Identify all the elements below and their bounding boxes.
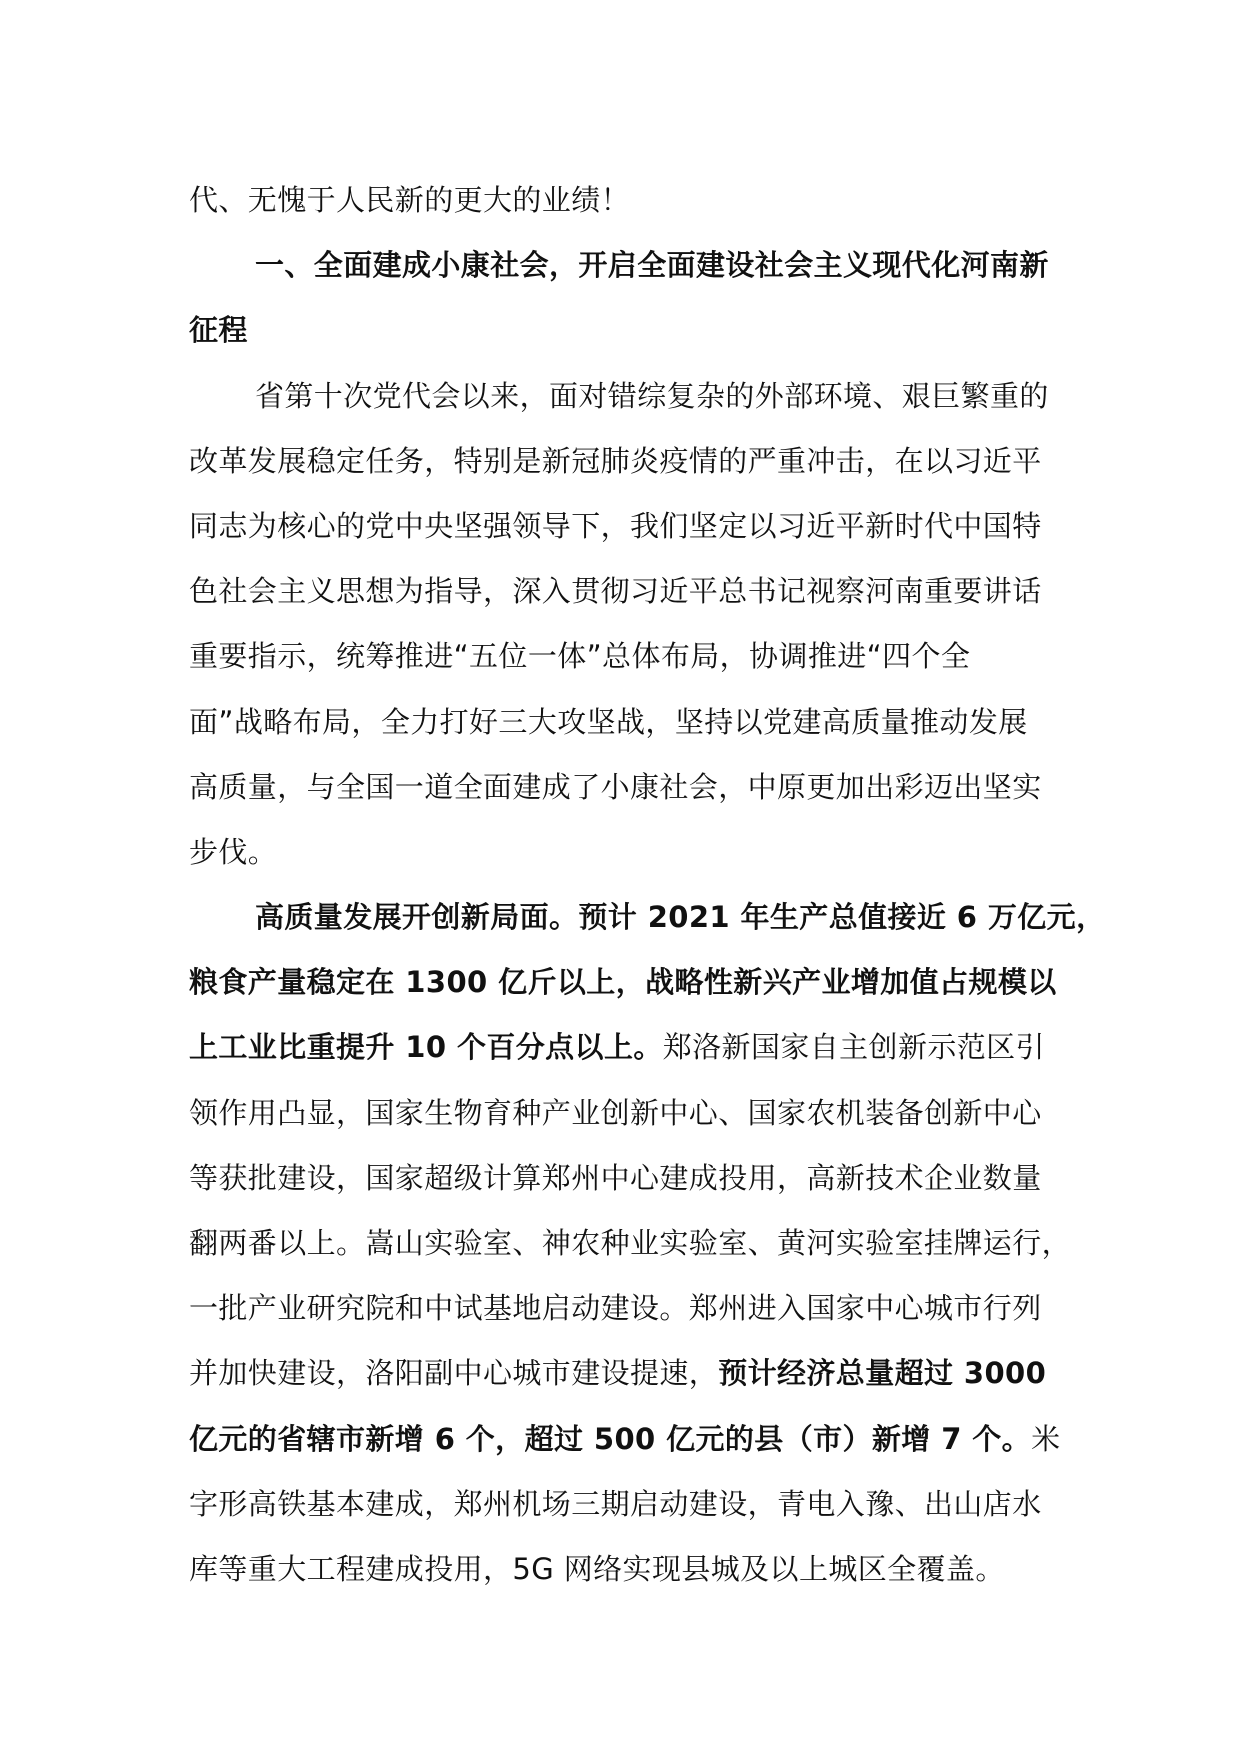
bold-text-segment: 粮食产量稳定在 1300 亿斤以上，战略性新兴产业增加值占规模以 [189,965,1057,1000]
text-line [189,624,1059,689]
text-segment: 米 [1031,1421,1061,1456]
text-line [189,885,1106,950]
text-segment: 代、无愧于人民新的更大的业绩！ [189,183,631,217]
bold-text-segment: 一、全面建成小康社会，开启全面建设社会主义现代化河南新 [255,248,1049,283]
text-line [189,429,1059,494]
text-line [189,1015,1059,1080]
text-line [189,1211,1072,1276]
text-line [189,820,1059,885]
text-line [189,233,1059,298]
text-segment: 领作用凸显，国家生物育种产业创新中心、国家农机装备创新中心 [189,1095,1042,1130]
text-segment: 翻两番以上。嵩山实验室、神农种业实验室、黄河实验室挂牌运行， [189,1226,1072,1260]
bold-text-segment: 高质量发展开创新局面。预计 2021 年生产总值接近 6 万亿元， [255,900,1106,935]
text-line [189,755,1059,820]
text-segment: 库等重大工程建成投用，5G 网络实现县城及以上城区全覆盖。 [189,1551,1005,1586]
document-body [189,168,1106,1602]
text-line [189,1407,1059,1472]
text-segment: 面”战略布局，全力打好三大攻坚战，坚持以党建高质量推动发展 [189,704,1028,739]
text-line [189,1276,1059,1341]
text-line [189,1472,1059,1537]
text-line [189,494,1059,559]
text-segment: 高质量，与全国一道全面建成了小康社会，中原更加出彩迈出坚实 [189,769,1042,804]
text-segment: 重要指示，统筹推进“五位一体”总体布局，协调推进“四个全 [189,639,971,674]
text-line [189,1146,1059,1211]
text-line [189,1341,1059,1406]
text-line [189,168,1059,233]
text-segment: 步伐。 [189,834,278,869]
text-line [189,1537,1059,1602]
bold-text-segment: 征程 [189,313,248,348]
text-segment: 并加快建设，洛阳副中心城市建设提速， [189,1356,719,1391]
text-line [189,298,1059,363]
text-line [189,559,1059,624]
text-segment: 改革发展稳定任务，特别是新冠肺炎疫情的严重冲击，在以习近平 [189,443,1042,478]
text-line [189,364,1059,429]
text-segment: 等获批建设，国家超级计算郑州中心建成投用，高新技术企业数量 [189,1160,1042,1195]
text-line [189,950,1059,1015]
text-line [189,690,1059,755]
text-segment: 省第十次党代会以来，面对错综复杂的外部环境、艰巨繁重的 [255,378,1049,413]
text-segment: 同志为核心的党中央坚强领导下，我们坚定以习近平新时代中国特 [189,508,1042,543]
bold-text-segment: 上工业比重提升 10 个百分点以上。 [189,1030,663,1065]
text-segment: 郑洛新国家自主创新示范区引 [662,1030,1045,1065]
text-segment: 一批产业研究院和中试基地启动建设。郑州进入国家中心城市行列 [189,1291,1042,1326]
text-line [189,1081,1059,1146]
text-segment: 字形高铁基本建成，郑州机场三期启动建设，青电入豫、出山店水 [189,1486,1042,1521]
bold-text-segment: 亿元的省辖市新增 6 个，超过 500 亿元的县（市）新增 7 个。 [189,1421,1032,1456]
bold-text-segment: 预计经济总量超过 3000 [718,1356,1047,1391]
text-segment: 色社会主义思想为指导，深入贯彻习近平总书记视察河南重要讲话 [189,574,1042,609]
